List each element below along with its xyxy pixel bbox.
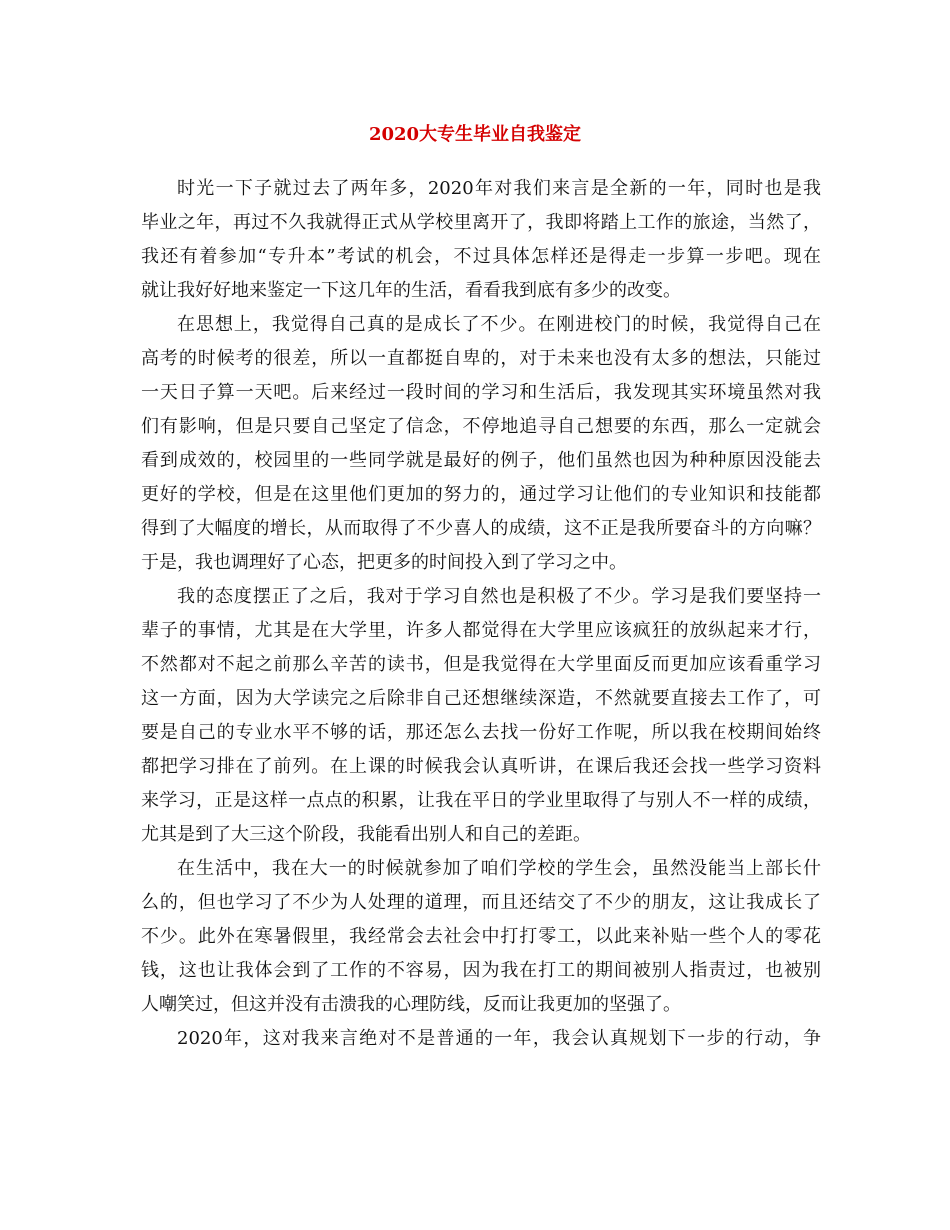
paragraph-4-line-3: 不少。此外在寒暑假里，我经常会去社会中打打零工，以此来补贴一些个人的零花 (141, 926, 821, 947)
paragraph-1-line-4: 就让我好好地来鉴定一下这几年的生活，看看我到底有多少的改变。 (141, 280, 681, 301)
paragraph-3-line-7: 来学习，正是这样一点点的积累，让我在平日的学业里取得了与别人不一样的成绩， (141, 790, 821, 811)
paragraph-4-line-2: 么的，但也学习了不少为人处理的道理，而且还结交了不少的朋友，这让我成长了 (141, 892, 821, 913)
paragraph-2-line-4: 们有影响，但是只要自己坚定了信念，不停地追寻自己想要的东西，那么一定就会 (141, 416, 821, 437)
paragraph-3-line-3: 不然都对不起之前那么辛苦的读书，但是我觉得在大学里面反而更加应该看重学习 (141, 654, 821, 675)
paragraph-4-line-1: 在生活中，我在大一的时候就参加了咱们学校的学生会，虽然没能当上部长什 (177, 858, 821, 879)
paragraph-1-line-3: 我还有着参加“专升本”考试的机会，不过具体怎样还是得走一步算一步吧。现在 (141, 246, 821, 267)
paragraph-2-line-1: 在思想上，我觉得自己真的是成长了不少。在刚进校门的时候，我觉得自己在 (177, 314, 821, 335)
paragraph-1-line-1: 时光一下子就过去了两年多，2020年对我们来言是全新的一年，同时也是我 (177, 178, 821, 199)
paragraph-2-line-5: 看到成效的，校园里的一些同学就是最好的例子，他们虽然也因为种种原因没能去 (141, 450, 821, 471)
paragraph-2-line-2: 高考的时候考的很差，所以一直都挺自卑的，对于未来也没有太多的想法，只能过 (141, 348, 821, 369)
paragraph-3-line-4: 这一方面，因为大学读完之后除非自己还想继续深造，不然就要直接去工作了，可 (141, 688, 821, 709)
paragraph-1-line-2: 毕业之年，再过不久我就得正式从学校里离开了，我即将踏上工作的旅途，当然了， (141, 212, 821, 233)
paragraph-2-line-8: 于是，我也调理好了心态，把更多的时间投入到了学习之中。 (141, 552, 627, 573)
paragraph-2-line-3: 一天日子算一天吧。后来经过一段时间的学习和生活后，我发现其实环境虽然对我 (141, 382, 821, 403)
paragraph-3-line-1: 我的态度摆正了之后，我对于学习自然也是积极了不少。学习是我们要坚持一 (177, 586, 821, 607)
paragraph-5-line-1: 2020年，这对我来言绝对不是普通的一年，我会认真规划下一步的行动，争 (177, 1028, 821, 1049)
paragraph-3-line-8: 尤其是到了大三这个阶段，我能看出别人和自己的差距。 (141, 824, 591, 845)
paragraph-2-line-6: 更好的学校，但是在这里他们更加的努力的，通过学习让他们的专业知识和技能都 (141, 484, 821, 505)
paragraph-2-line-7: 得到了大幅度的增长，从而取得了不少喜人的成绩，这不正是我所要奋斗的方向嘛？ (141, 518, 821, 539)
document-title: 2020大专生毕业自我鉴定 (368, 124, 582, 145)
paragraph-3-line-5: 要是自己的专业水平不够的话，那还怎么去找一份好工作呢，所以我在校期间始终 (141, 722, 821, 743)
paragraph-4-line-5: 人嘲笑过，但这并没有击溃我的心理防线，反而让我更加的坚强了。 (141, 994, 681, 1015)
paragraph-4-line-4: 钱，这也让我体会到了工作的不容易，因为我在打工的期间被别人指责过，也被别 (141, 960, 821, 981)
paragraph-3-line-6: 都把学习排在了前列。在上课的时候我会认真听讲，在课后我还会找一些学习资料 (141, 756, 821, 777)
paragraph-3-line-2: 辈子的事情，尤其是在大学里，许多人都觉得在大学里应该疯狂的放纵起来才行， (141, 620, 821, 641)
